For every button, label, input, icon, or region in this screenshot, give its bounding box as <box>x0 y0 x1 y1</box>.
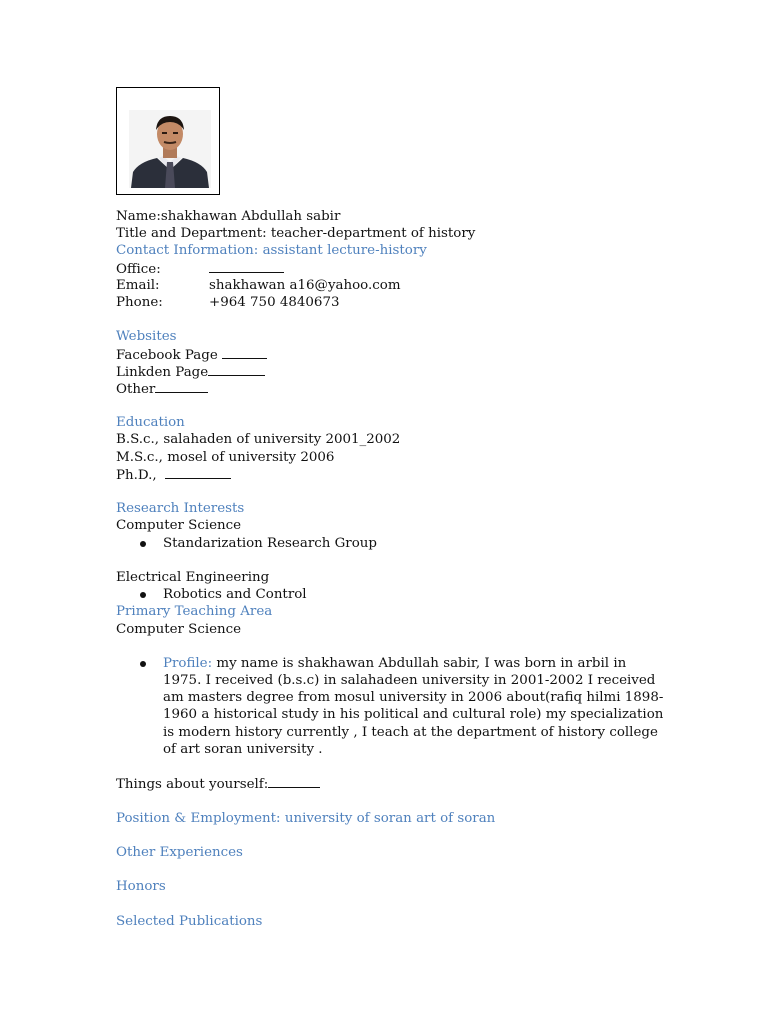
profile-line-4: 1960 a historical study in his political and cultural role) my specialization <box>163 707 664 723</box>
research-item-2 <box>116 586 656 603</box>
education-phd: Ph.D., <box>116 467 157 483</box>
email-label: Email: <box>116 277 160 293</box>
resume-content <box>116 208 664 930</box>
education-phd-row <box>116 466 656 483</box>
other-row <box>116 380 656 397</box>
research-heading: Research Interests <box>116 501 245 517</box>
teaching-area: Computer Science <box>116 621 242 637</box>
phone-row <box>116 294 656 311</box>
things-blank <box>268 775 320 788</box>
honors-heading: Honors <box>116 879 166 895</box>
research-area-2: Electrical Engineering <box>116 569 270 585</box>
office-blank <box>209 260 284 273</box>
profile-line-1-text: my name is shakhawan Abdullah sabir, I was born in arbil in <box>212 655 627 671</box>
profile-line-2: 1975. I received (b.s.c) in salahadeen university in 2001-2002 I received <box>163 673 656 689</box>
linkedin-blank <box>208 363 265 376</box>
other-blank <box>155 380 208 393</box>
contact-heading: Contact Information: assistant lecture-history <box>116 243 427 259</box>
profile-photo <box>129 110 211 188</box>
things-row <box>116 775 656 792</box>
teaching-heading: Primary Teaching Area <box>116 604 273 620</box>
profile-line-5: is modern history currently , I teach at the department of history college <box>163 724 658 740</box>
research-area-1: Computer Science <box>116 518 242 534</box>
websites-heading: Websites <box>116 329 177 345</box>
bullet-icon <box>140 541 146 547</box>
things-label: Things about yourself: <box>116 777 269 793</box>
profile-line-3: am masters degree from mosul university in 2006 about(rafiq hilmi 1898- <box>163 690 664 706</box>
profile-line-6: of art soran university . <box>163 741 323 757</box>
publications-heading: Selected Publications <box>116 913 263 929</box>
other-label: Other <box>116 381 156 397</box>
education-msc: M.S.c., mosel of university 2006 <box>116 449 335 465</box>
phone-label: Phone: <box>116 294 163 310</box>
profile-line-1 <box>163 655 658 672</box>
email-value: shakhawan a16@yahoo.com <box>209 277 401 293</box>
facebook-label: Facebook Page <box>116 347 218 363</box>
position-heading: Position & Employment: university of soran art of soran <box>116 810 496 826</box>
education-bsc: B.S.c., salahaden of university 2001_2002 <box>116 432 401 448</box>
bullet-icon <box>140 592 146 598</box>
phd-blank <box>165 466 231 479</box>
linkedin-label: Linkden Page <box>116 364 209 380</box>
research-item-2-text: Robotics and Control <box>163 587 307 603</box>
profile-paragraph <box>116 655 664 758</box>
name-line: Name:shakhawan Abdullah sabir <box>116 209 341 224</box>
office-label: Office: <box>116 261 161 277</box>
bullet-icon <box>140 661 146 667</box>
facebook-blank <box>222 346 267 359</box>
email-row <box>116 277 656 294</box>
other-experiences-heading: Other Experiences <box>116 845 243 861</box>
profile-label: Profile: <box>163 655 213 671</box>
linkedin-row <box>116 363 656 380</box>
photo-frame <box>116 87 220 195</box>
research-item-1 <box>116 535 656 552</box>
office-row <box>116 260 656 277</box>
research-item-1-text: Standarization Research Group <box>163 535 377 551</box>
facebook-row <box>116 346 656 363</box>
title-department-line: Title and Department: teacher-department of history <box>116 226 476 242</box>
education-heading: Education <box>116 415 185 431</box>
phone-value: +964 750 4840673 <box>209 294 340 310</box>
